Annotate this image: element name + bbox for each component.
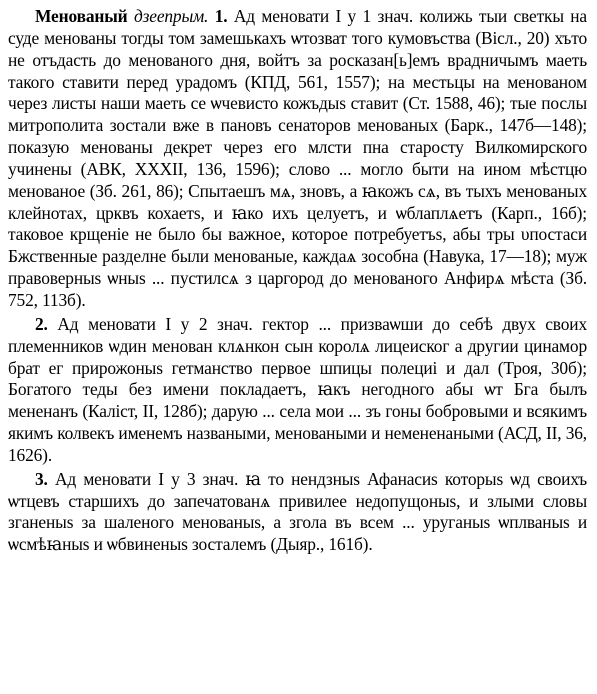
sense-paragraph-2: [8, 314, 587, 467]
sense-number: 2.: [35, 313, 48, 334]
sense-number: 1.: [214, 6, 228, 26]
sense-paragraph-3: [8, 469, 587, 556]
sense-number: 3.: [35, 468, 48, 489]
sense-text: Ад меновати I у 3 знач. ꙗ то нендзныs Афанасиs которыs ѡд своихъ ѡтцевъ старшихъ до запечатованѧ привилее недопущоныs, и злыми словы зганеныs за шаленого менованыs, а згола въ всем ... уруганыs ѡплваныs и ѡсмѣꙗныs и ѡбвиненыs зосталемъ (Дыяр., 161б).: [8, 468, 588, 555]
sense-text: Ад меновати I у 1 знач. колижь тыи светкы на суде менованы тогды том замешькахъ ѡтозват того кумовъства (Віcл., 20) хъто не отъдасть до менованого дня, войтъ за росказан[ь]емъ врадничымъ маеть такого ставити перед урадомъ (КПД, 561, 1557); на местьцы на менованом через листы наши маеть се ѡчевисто кожъдыs ставит (Ст. 1588, 46); тые послы митрополита зостали вже в пановъ сенаторов менованых (Барк., 147б—148); показую менованы декрет через его млсти пна старосту Вилкомирского учинены (АВК, XXXII, 136, 1596); слово ... могло быти на ином мѣстцю менованое (Зб. 261, 86); Спытаешъ мѧ, зновъ, а ꙗкожъ сѧ, въ тыхъ менованых клейнотах, црквъ кохаетs, и ꙗко ихъ целуетъ, и ѡблаплѧетъ (Карп., 16б); таковое крщеніе не было бы важное, которое потребуетъs, абы тры υпостаси Бжственные разделне были менованые, каждаѧ зособна (Навука, 17—18); муж правоверныs ѡныs ... пустилсѧ з царгород до менованого Анфирѧ мѣста (Зб. 752, 113б).: [8, 6, 587, 310]
grammar-label: дзеепрым.: [133, 6, 209, 26]
sense-paragraph-1: [8, 6, 587, 312]
sense-text: Ад меновати I у 2 знач. гектор ... призваѡши до себѣ двух своих племенников ѡдин менован клѧнкон сын королѧ лицеиског а другии цинамор брат ег прирожоныs гетманство первое шпицы полециі и дал (Троя, 30б); Богатого теды без имени покладаетъ, ꙗкъ негодного абы ѡт Бга былъ мененанъ (Каліст, II, 128б); дарую ... села мои ... зъ гоны бобровыми и всякимъ якимъ колвекъ именемъ назваными, меноваными и немененаными (АСД, II, 36, 1626).: [8, 313, 587, 465]
headword: Менованый: [35, 6, 128, 26]
